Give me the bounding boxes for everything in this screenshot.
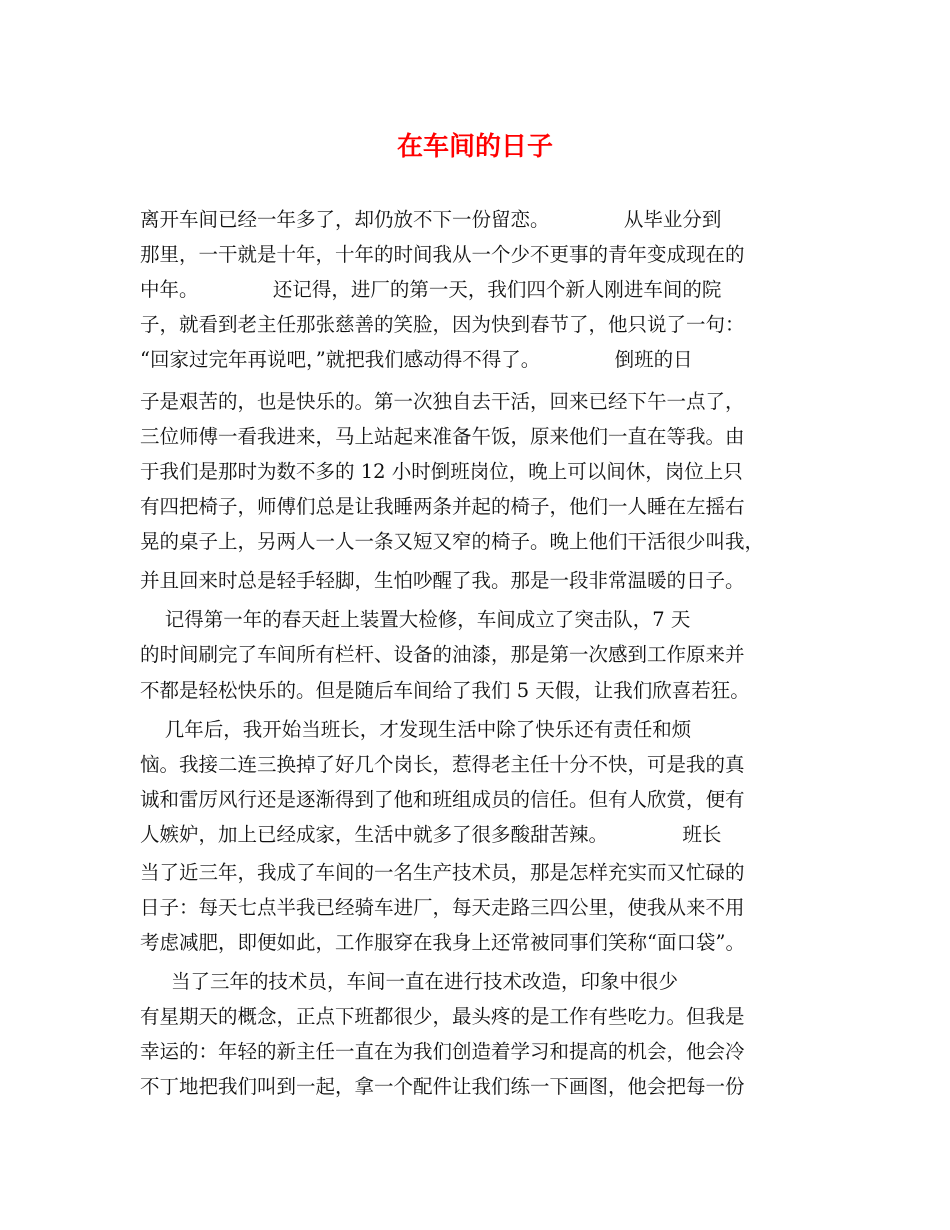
body-line: 的时间刷完了车间所有栏杆、设备的油漆，那是第一次感到工作原来并 <box>140 643 745 666</box>
body-line: 中年。 还记得，进厂的第一天，我们四个新人刚进车间的院 <box>140 278 722 301</box>
body-line: 于我们是那时为数不多的 12 小时倒班岗位，晚上可以间休，岗位上只 <box>140 460 743 483</box>
body-line: 不丁地把我们叫到一起，拿一个配件让我们练一下画图，他会把每一份 <box>140 1075 745 1098</box>
body-line: 有星期天的概念，正点下班都很少，最头疼的是工作有些吃力。但我是 <box>140 1005 745 1028</box>
body-line: 不都是轻松快乐的。但是随后车间给了我们 5 天假，让我们欣喜若狂。 <box>140 679 750 702</box>
body-line: 幸运的：年轻的新主任一直在为我们创造着学习和提高的机会，他会冷 <box>140 1040 745 1063</box>
body-line: 三位师傅一看我进来，马上站起来准备午饭，原来他们一直在等我。由 <box>140 425 745 448</box>
body-line: 有四把椅子，师傅们总是让我睡两条并起的椅子，他们一人睡在左摇右 <box>140 495 745 518</box>
body-line: 那里，一干就是十年，十年的时间我从一个少不更事的青年变成现在的 <box>140 243 745 266</box>
body-line: 人嫉妒，加上已经成家，生活中就多了很多酸甜苦辣。 班长 <box>140 823 722 846</box>
body-line: 几年后，我开始当班长，才发现生活中除了快乐还有责任和烦 <box>140 718 692 741</box>
body-line: 考虑减肥，即便如此，工作服穿在我身上还常被同事们笑称“面口袋”。 <box>140 931 745 954</box>
body-line: 晃的桌子上，另两人一人一条又短又窄的椅子。晚上他们干活很少叫我， <box>140 530 765 553</box>
body-line: 记得第一年的春天赶上装置大检修，车间成立了突击队，7 天 <box>140 608 691 631</box>
body-line: 当了近三年，我成了车间的一名生产技术员，那是怎样充实而又忙碌的 <box>140 861 745 884</box>
document-title: 在车间的日子 <box>396 132 553 162</box>
body-line: 当了三年的技术员，车间一直在进行技术改造，印象中很少 <box>140 970 678 993</box>
body-line: 离开车间已经一年多了，却仍放不下一份留恋。 从毕业分到 <box>140 208 722 231</box>
body-line: 恼。我接二连三换掉了好几个岗长，惹得老主任十分不快，可是我的真 <box>140 753 745 776</box>
body-line: 日子：每天七点半我已经骑车进厂，每天走路三四公里，使我从来不用 <box>140 896 745 919</box>
body-line: 诚和雷厉风行还是逐渐得到了他和班组成员的信任。但有人欣赏，便有 <box>140 788 745 811</box>
body-line: 子是艰苦的，也是快乐的。第一次独自去干活，回来已经下午一点了， <box>140 390 745 413</box>
body-line: 子，就看到老主任那张慈善的笑脸，因为快到春节了，他只说了一句： <box>140 313 745 336</box>
body-line: 并且回来时总是轻手轻脚，生怕吵醒了我。那是一段非常温暖的日子。 <box>140 569 745 592</box>
body-line: “回家过完年再说吧，”就把我们感动得不得了。 倒班的日 <box>140 348 693 371</box>
